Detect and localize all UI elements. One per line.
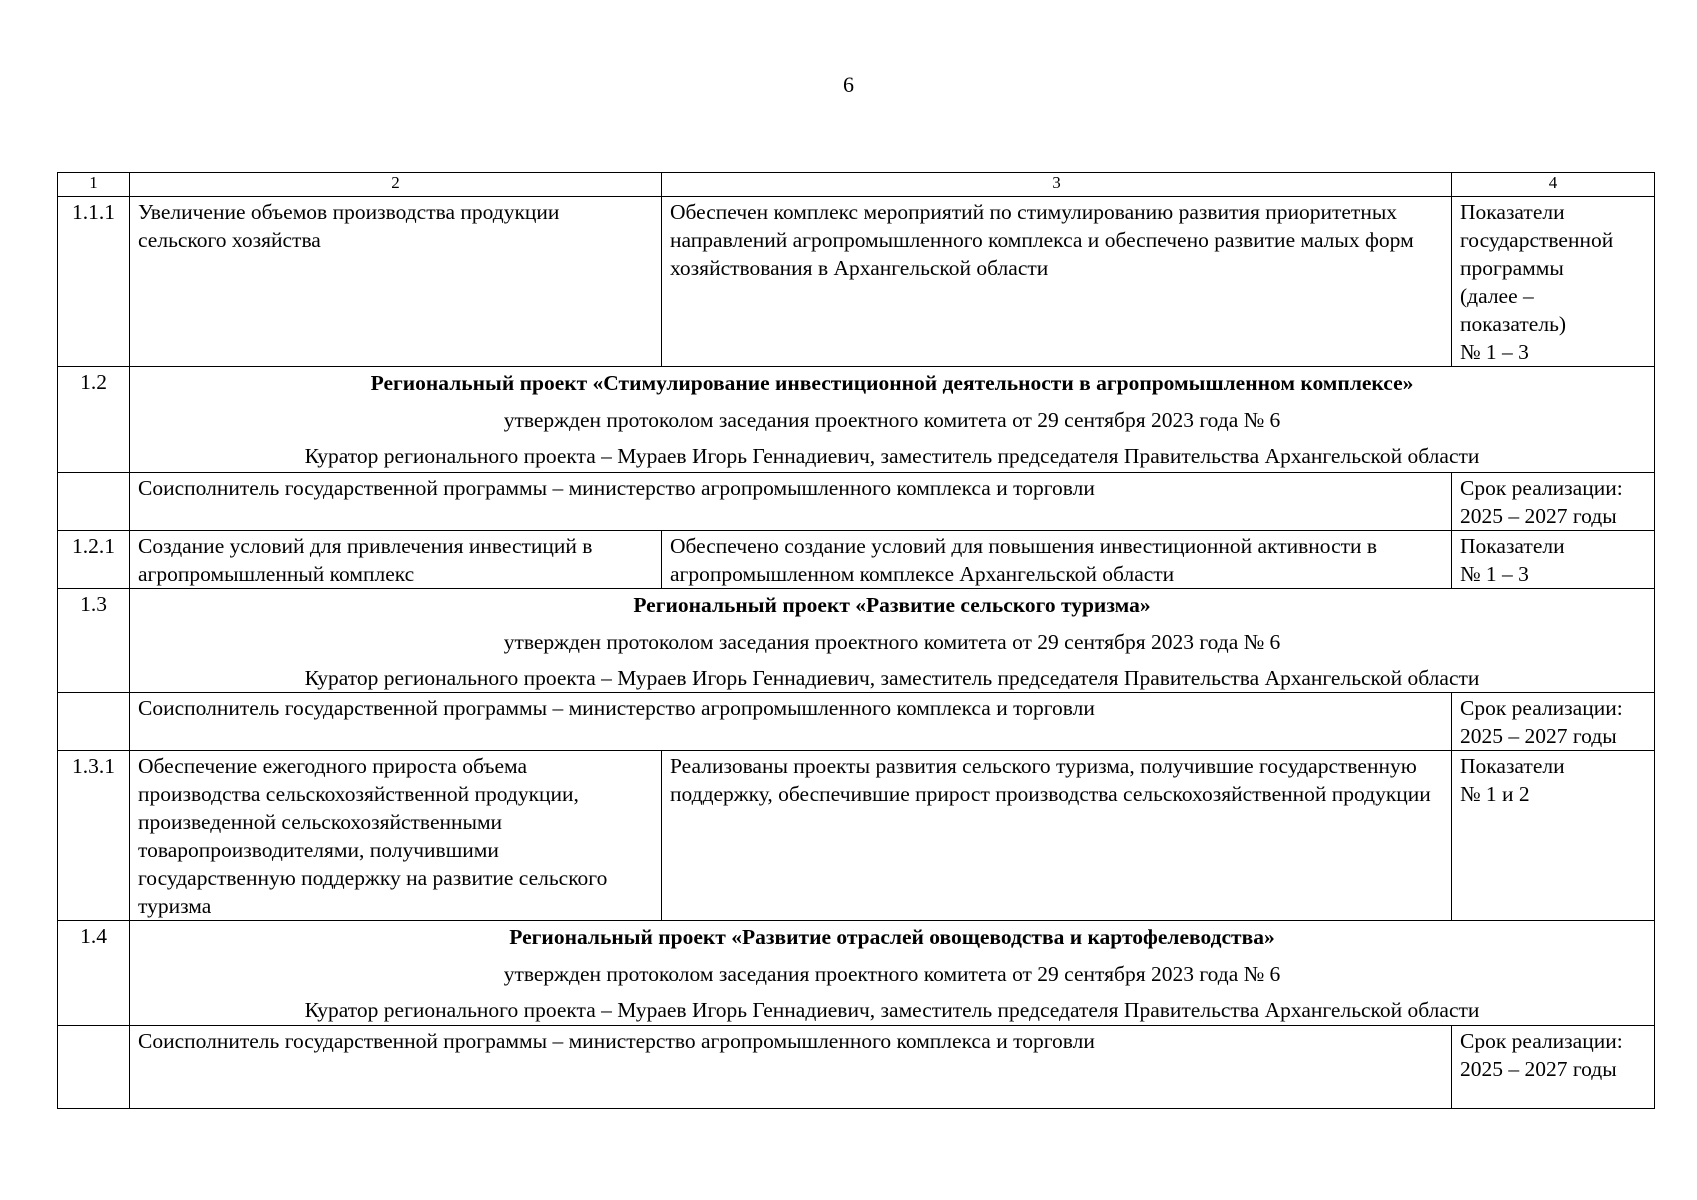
coexecutor-row <box>58 473 1655 531</box>
project-approval: утвержден протоколом заседания проектного комитета от 29 сентября 2023 года № 6 <box>503 630 1281 654</box>
task-cell: Создание условий для привлечения инвестиций в агропромышленный комплекс <box>130 531 662 589</box>
task-cell: Обеспечение ежегодного прироста объема производства сельскохозяйственной продукции, произведенной сельскохозяйственными товаропроизводителями, получившими государственную поддержку на развитие сельского туризма <box>130 751 662 921</box>
indicator-line: № 1 – 3 <box>1460 562 1529 586</box>
term-value: 2025 – 2027 годы <box>1460 504 1617 528</box>
indicator-line: № 1 – 3 <box>1460 340 1529 364</box>
coexecutor-row <box>58 1026 1655 1109</box>
indicator-line: Показатели <box>1460 754 1565 778</box>
page-number: 6 <box>843 72 854 97</box>
task-cell: Увеличение объемов производства продукции сельского хозяйства <box>130 197 662 367</box>
header-cell: 2 <box>130 173 662 197</box>
empty-cell <box>58 1026 130 1109</box>
project-title: Региональный проект «Развитие сельского туризма» <box>633 593 1151 617</box>
project-info-cell <box>130 367 1655 473</box>
project-curator: Куратор регионального проекта – Мураев Игорь Геннадиевич, заместитель председателя Правительства Архангельской области <box>304 444 1480 468</box>
project-curator: Куратор регионального проекта – Мураев Игорь Геннадиевич, заместитель председателя Правительства Архангельской области <box>304 666 1480 690</box>
row-number: 1.1.1 <box>58 197 130 367</box>
indicator-line: государственной <box>1460 228 1614 252</box>
row-number: 1.2 <box>58 367 130 473</box>
header-cell: 4 <box>1452 173 1655 197</box>
coexecutor-row <box>58 693 1655 751</box>
project-title: Региональный проект «Развитие отраслей овощеводства и картофелеводства» <box>509 925 1275 949</box>
header-cell: 1 <box>58 173 130 197</box>
empty-cell <box>58 473 130 531</box>
empty-cell <box>58 693 130 751</box>
indicators-cell <box>1452 531 1655 589</box>
table-row <box>58 751 1655 921</box>
table-row <box>58 531 1655 589</box>
project-approval: утвержден протоколом заседания проектного комитета от 29 сентября 2023 года № 6 <box>503 962 1281 986</box>
term-label: Срок реализации: <box>1460 1029 1623 1053</box>
term-value: 2025 – 2027 годы <box>1460 1057 1617 1081</box>
coexecutor-cell: Соисполнитель государственной программы – министерство агропромышленного комплекса и торговли <box>130 473 1452 531</box>
project-info-cell <box>130 589 1655 693</box>
indicator-line: программы <box>1460 256 1564 280</box>
project-header-row <box>58 589 1655 693</box>
project-info-cell <box>130 921 1655 1026</box>
indicator-line: Показатели <box>1460 534 1565 558</box>
term-label: Срок реализации: <box>1460 476 1623 500</box>
coexecutor-cell: Соисполнитель государственной программы – министерство агропромышленного комплекса и торговли <box>130 1026 1452 1109</box>
result-cell: Обеспечен комплекс мероприятий по стимулированию развития приоритетных направлений агропромышленного комплекса и обеспечено развитие малых форм хозяйствования в Архангельской области <box>662 197 1452 367</box>
result-cell: Обеспечено создание условий для повышения инвестиционной активности в агропромышленном комплексе Архангельской области <box>662 531 1452 589</box>
result-cell: Реализованы проекты развития сельского туризма, получившие государственную поддержку, обеспечившие прирост производства сельскохозяйственной продукции <box>662 751 1452 921</box>
indicator-line: показатель) <box>1460 312 1567 336</box>
coexecutor-cell: Соисполнитель государственной программы – министерство агропромышленного комплекса и торговли <box>130 693 1452 751</box>
indicators-cell <box>1452 751 1655 921</box>
row-number: 1.3 <box>58 589 130 693</box>
term-cell <box>1452 1026 1655 1109</box>
table-row <box>58 197 1655 367</box>
row-number: 1.4 <box>58 921 130 1026</box>
table-header-row <box>58 173 1655 197</box>
indicator-line: Показатели <box>1460 200 1565 224</box>
term-cell <box>1452 473 1655 531</box>
term-value: 2025 – 2027 годы <box>1460 724 1617 748</box>
project-header-row <box>58 921 1655 1026</box>
project-curator: Куратор регионального проекта – Мураев Игорь Геннадиевич, заместитель председателя Правительства Архангельской области <box>304 998 1480 1022</box>
header-cell: 3 <box>662 173 1452 197</box>
term-label: Срок реализации: <box>1460 696 1623 720</box>
program-structure-table <box>57 172 1655 1109</box>
indicators-cell <box>1452 197 1655 367</box>
indicator-line: № 1 и 2 <box>1460 782 1530 806</box>
project-title: Региональный проект «Стимулирование инвестиционной деятельности в агропромышленном комплексе» <box>370 371 1414 395</box>
indicator-line: (далее – <box>1460 284 1534 308</box>
project-approval: утвержден протоколом заседания проектного комитета от 29 сентября 2023 года № 6 <box>503 408 1281 432</box>
row-number: 1.3.1 <box>58 751 130 921</box>
row-number: 1.2.1 <box>58 531 130 589</box>
term-cell <box>1452 693 1655 751</box>
project-header-row <box>58 367 1655 473</box>
